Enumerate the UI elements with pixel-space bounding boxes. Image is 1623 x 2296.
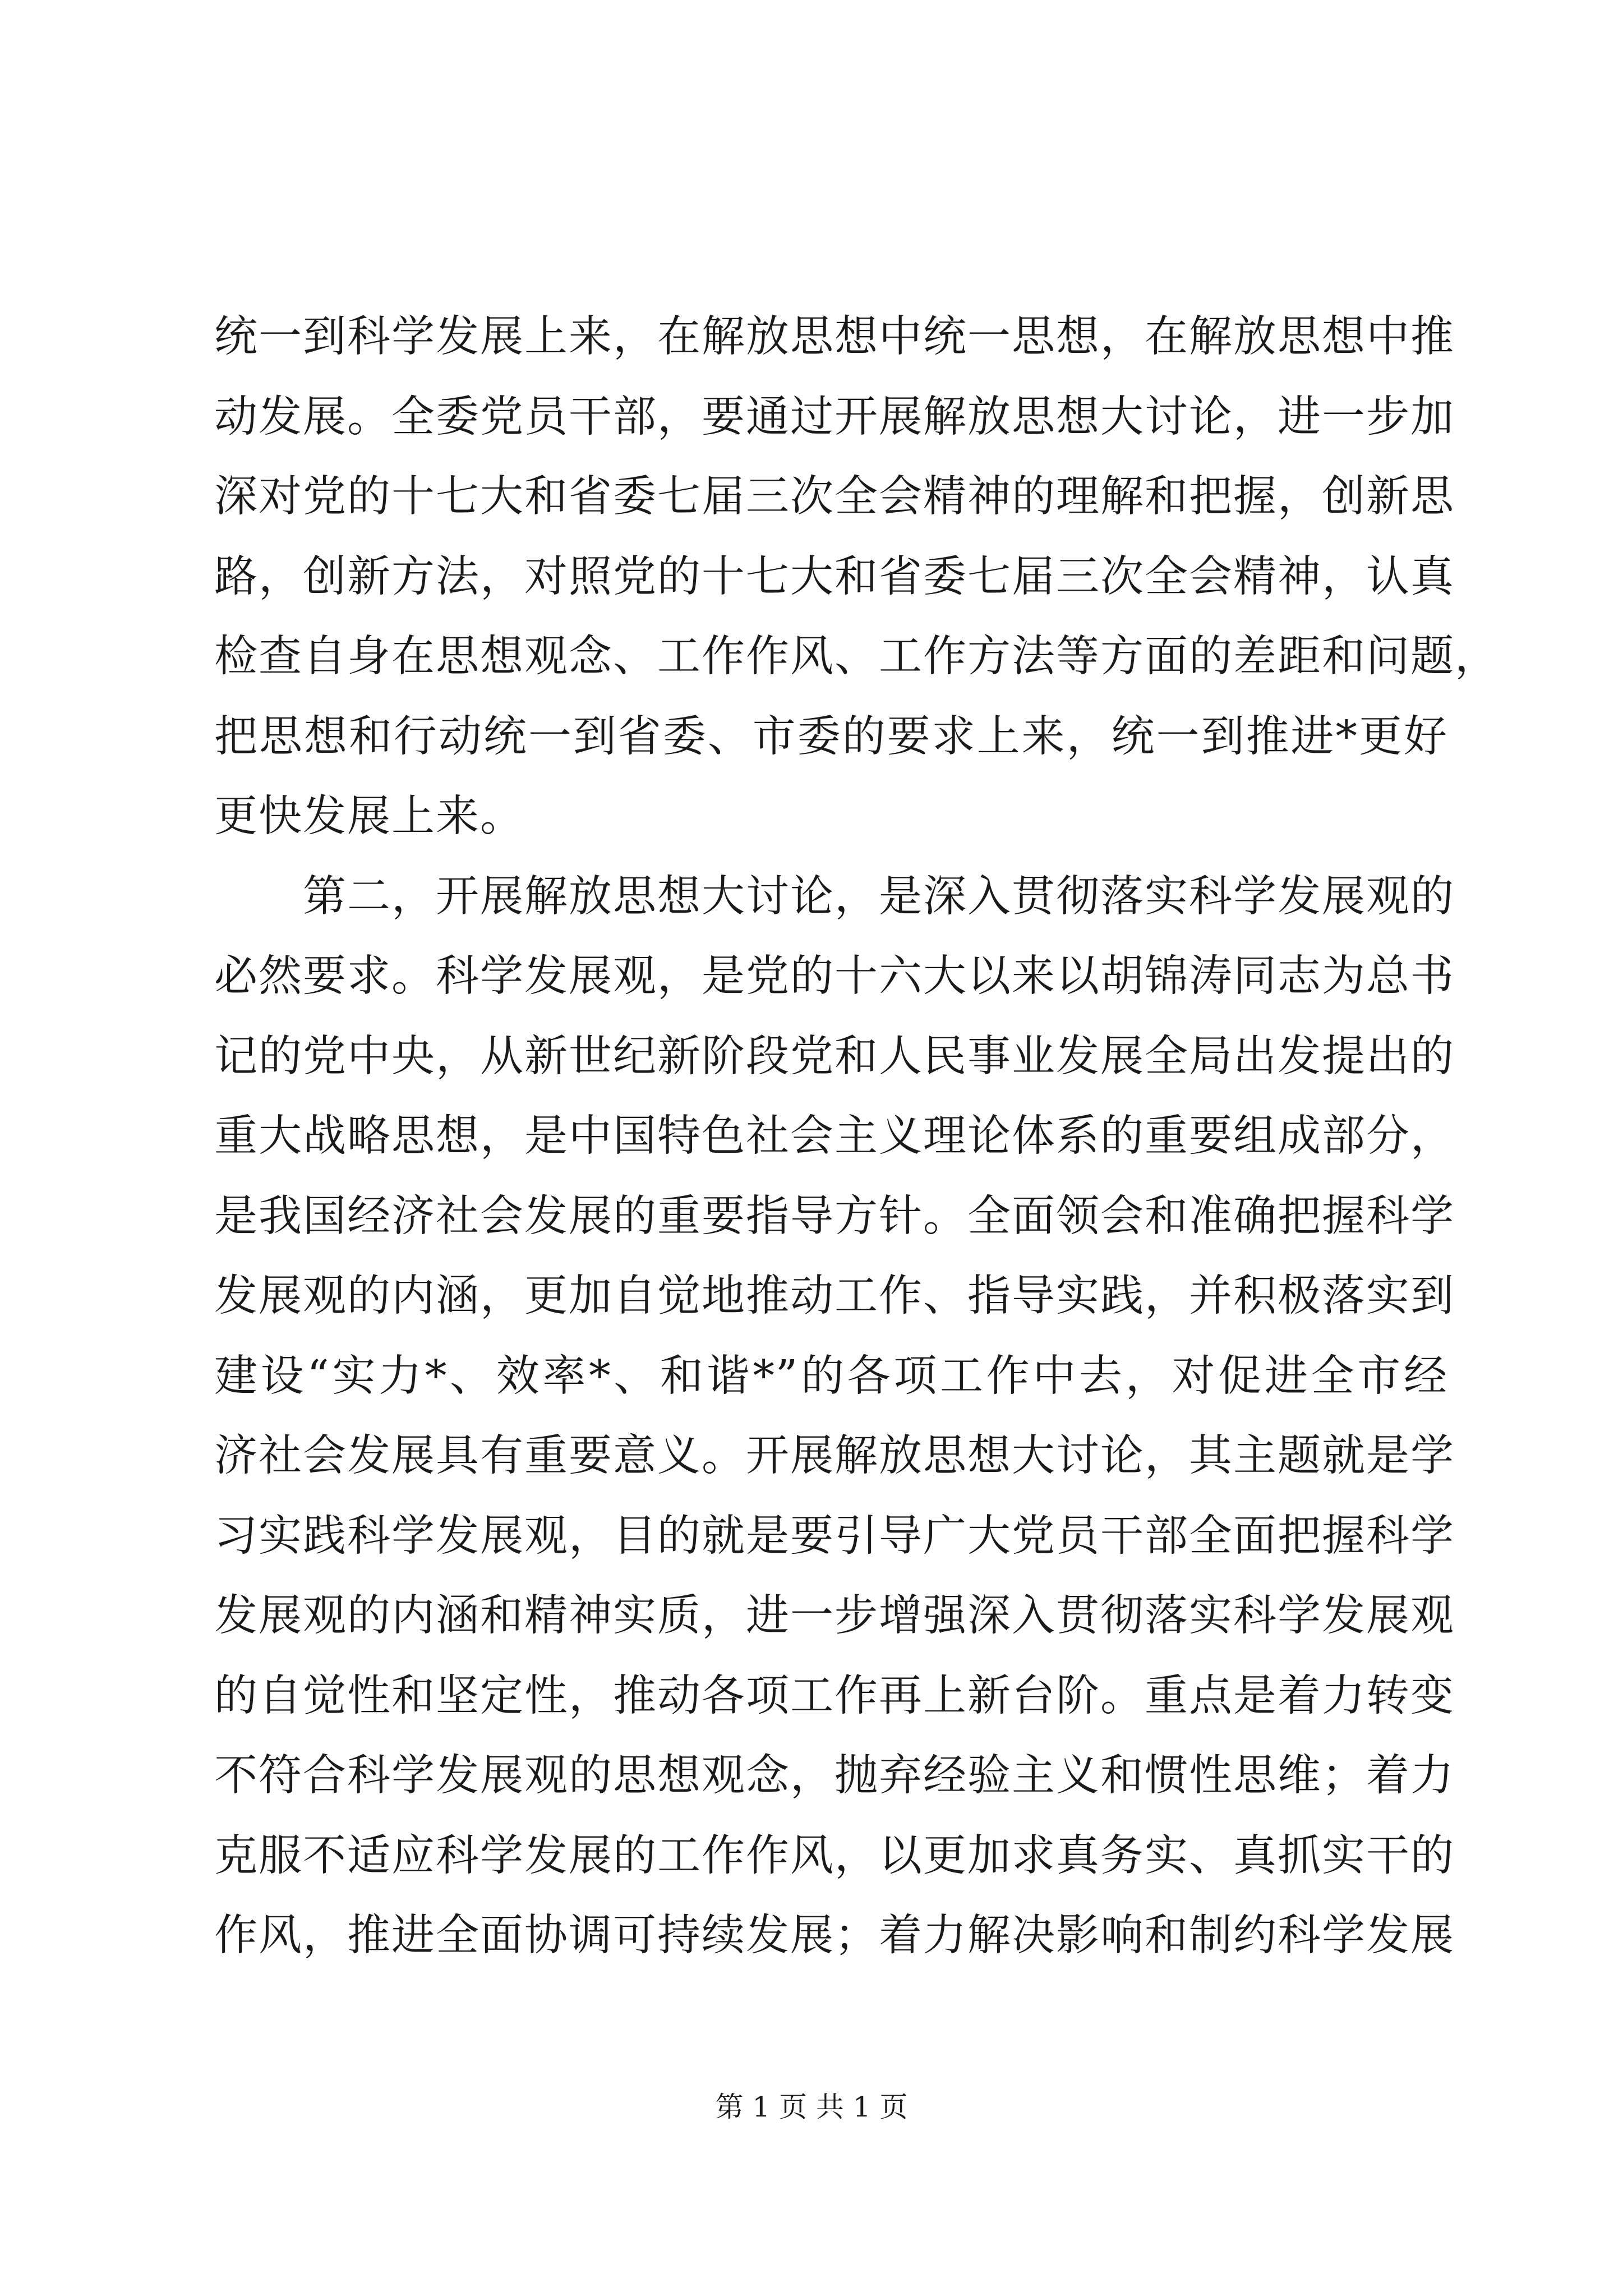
- text-line: 建设“实力*、效率*、和谐*”的各项工作中去，对促进全市经: [214, 1351, 1448, 1401]
- body-text: [214, 297, 1499, 1976]
- text-line: 把思想和行动统一到省委、市委的要求上来，统一到推进*更好: [214, 711, 1448, 762]
- text-line: 动发展。全委党员干部，要通过开展解放思想大讨论，进一步加: [214, 392, 1455, 442]
- text-line: 习实践科学发展观，目的就是要引导广大党员干部全面把握科学: [214, 1511, 1455, 1561]
- text-line: 的自觉性和坚定性，推动各项工作再上新台阶。重点是着力转变: [214, 1671, 1455, 1721]
- text-line: 更快发展上来。: [214, 792, 524, 841]
- text-line: 发展观的内涵和精神实质，进一步增强深入贯彻落实科学发展观: [214, 1591, 1455, 1641]
- text-line: 发展观的内涵，更加自觉地推动工作、指导实践，并积极落实到: [214, 1271, 1455, 1321]
- text-line: 济社会发展具有重要意义。开展解放思想大讨论，其主题就是学: [214, 1431, 1455, 1481]
- page-footer: 第 1 页 共 1 页: [715, 2091, 908, 2123]
- text-line: 检查自身在思想观念、工作作风、工作方法等方面的差距和问题，: [214, 632, 1499, 682]
- text-line: 作风，推进全面协调可持续发展；着力解决影响和制约科学发展: [214, 1911, 1455, 1961]
- text-line: 深对党的十七大和省委七届三次全会精神的理解和把握，创新思: [214, 472, 1455, 522]
- text-line: 必然要求。科学发展观，是党的十六大以来以胡锦涛同志为总书: [214, 951, 1455, 1001]
- text-line: 克服不适应科学发展的工作作风，以更加求真务实、真抓实干的: [214, 1830, 1455, 1881]
- text-line: 记的党中央，从新世纪新阶段党和人民事业发展全局出发提出的: [214, 1031, 1455, 1082]
- text-line: 是我国经济社会发展的重要指导方针。全面领会和准确把握科学: [214, 1191, 1455, 1241]
- text-line: 路，创新方法，对照党的十七大和省委七届三次全会精神，认真: [214, 551, 1455, 602]
- text-line: 统一到科学发展上来，在解放思想中统一思想，在解放思想中推: [214, 312, 1455, 362]
- text-line: 不符合科学发展观的思想观念，抛弃经验主义和惯性思维；着力: [214, 1751, 1455, 1801]
- text-line: 第二，开展解放思想大讨论，是深入贯彻落实科学发展观的: [214, 871, 1455, 922]
- text-line: 重大战略思想，是中国特色社会主义理论体系的重要组成部分，: [214, 1111, 1455, 1161]
